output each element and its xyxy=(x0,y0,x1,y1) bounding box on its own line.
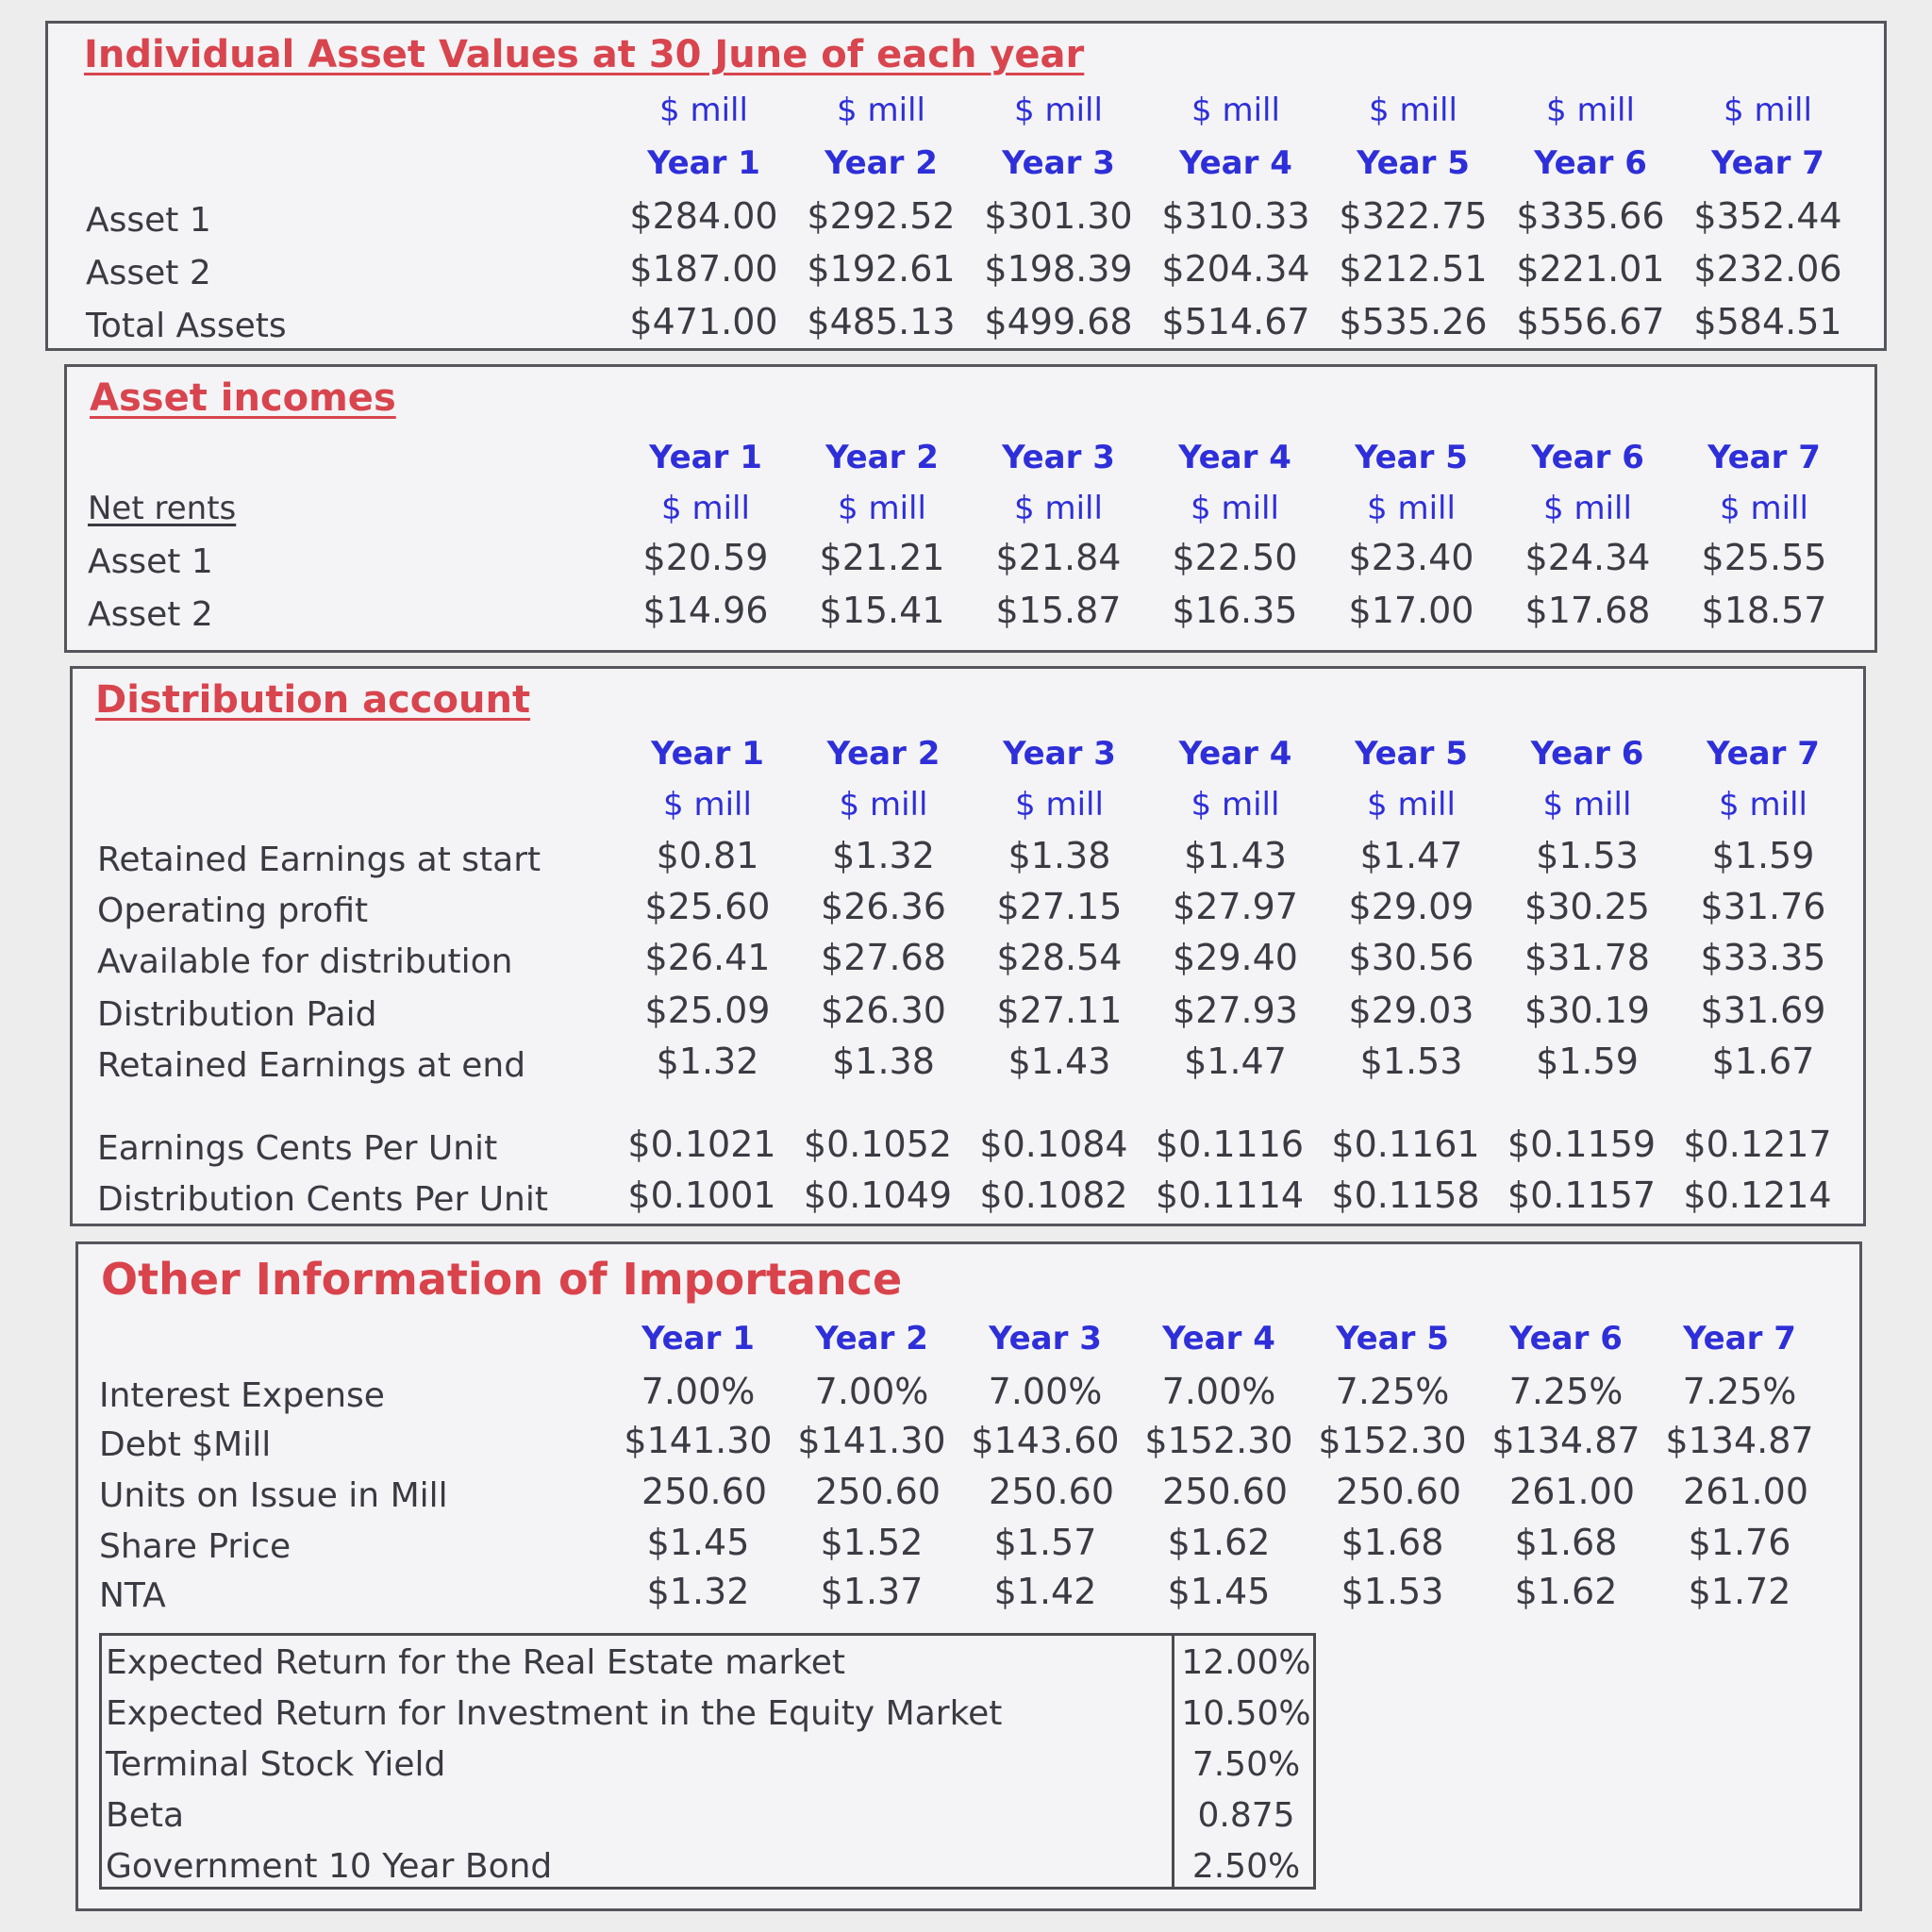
year-header: Year 2 xyxy=(815,1320,928,1357)
row-label: Retained Earnings at end xyxy=(97,1046,526,1085)
value-cell: $0.1084 xyxy=(979,1124,1128,1165)
value-cell: $1.32 xyxy=(832,835,935,876)
value-cell: 7.25% xyxy=(1508,1371,1624,1412)
market-value: 7.50% xyxy=(1191,1745,1301,1784)
value-cell: $1.68 xyxy=(1514,1522,1618,1563)
market-box-divider xyxy=(1172,1636,1174,1887)
market-label: Expected Return for the Real Estate market xyxy=(106,1643,845,1682)
value-cell: $0.1159 xyxy=(1507,1124,1657,1165)
value-cell: $134.87 xyxy=(1491,1420,1641,1461)
value-cell: 261.00 xyxy=(1683,1471,1808,1512)
value-cell: $1.43 xyxy=(1184,835,1287,876)
value-cell: $26.41 xyxy=(644,937,771,978)
value-cell: $1.47 xyxy=(1184,1041,1287,1082)
value-cell: $1.32 xyxy=(646,1571,750,1612)
value-cell: 250.60 xyxy=(641,1471,767,1512)
value-cell: 250.60 xyxy=(815,1471,941,1512)
value-cell: $0.1001 xyxy=(627,1174,776,1216)
market-label: Government 10 Year Bond xyxy=(106,1847,553,1886)
unit-header: $ mill xyxy=(1719,786,1807,824)
unit-header: $ mill xyxy=(661,490,750,527)
value-cell: 7.25% xyxy=(1335,1371,1450,1412)
asset-values-section xyxy=(45,21,1887,351)
value-cell: $17.00 xyxy=(1348,590,1474,631)
value-cell: $1.72 xyxy=(1688,1571,1791,1612)
unit-header: $ mill xyxy=(838,490,926,527)
market-label: Beta xyxy=(106,1796,185,1835)
value-cell: 250.60 xyxy=(989,1471,1114,1512)
year-header: Year 2 xyxy=(826,735,941,773)
row-label: Earnings Cents Per Unit xyxy=(97,1129,498,1168)
value-cell: $17.68 xyxy=(1524,590,1651,631)
value-cell: $28.54 xyxy=(996,937,1123,978)
value-cell: $30.19 xyxy=(1524,990,1650,1031)
market-value: 2.50% xyxy=(1191,1847,1301,1886)
value-cell: $0.1158 xyxy=(1331,1174,1480,1216)
value-cell: $22.50 xyxy=(1172,537,1298,578)
value-cell: $212.51 xyxy=(1339,248,1488,290)
value-cell: $1.59 xyxy=(1536,1041,1639,1082)
unit-header: $ mill xyxy=(1720,490,1808,527)
value-cell: $0.1114 xyxy=(1155,1174,1305,1216)
value-cell: $1.62 xyxy=(1514,1571,1618,1612)
value-cell: $1.68 xyxy=(1341,1522,1444,1563)
value-cell: $187.00 xyxy=(629,248,778,290)
value-cell: $30.56 xyxy=(1348,937,1474,978)
value-cell: $18.57 xyxy=(1701,590,1827,631)
unit-header: $ mill xyxy=(839,786,928,824)
unit-header: $ mill xyxy=(1724,92,1812,129)
value-cell: $284.00 xyxy=(629,195,778,237)
value-cell: 250.60 xyxy=(1336,1471,1461,1512)
unit-header: $ mill xyxy=(1543,490,1632,527)
value-cell: $27.11 xyxy=(996,990,1123,1031)
market-value: 0.875 xyxy=(1197,1796,1295,1835)
value-cell: $1.52 xyxy=(820,1522,924,1563)
market-label: Terminal Stock Yield xyxy=(106,1745,446,1784)
value-cell: $24.34 xyxy=(1524,537,1651,578)
value-cell: $292.52 xyxy=(807,195,956,237)
value-cell: $1.76 xyxy=(1688,1522,1791,1563)
value-cell: $204.34 xyxy=(1161,248,1310,290)
value-cell: $1.45 xyxy=(1167,1571,1271,1612)
value-cell: $29.03 xyxy=(1348,990,1474,1031)
value-cell: $1.57 xyxy=(993,1522,1097,1563)
row-label: Distribution Cents Per Unit xyxy=(97,1180,548,1219)
unit-header: $ mill xyxy=(659,92,748,129)
row-label: Retained Earnings at start xyxy=(97,841,541,879)
unit-header: $ mill xyxy=(1191,490,1279,527)
market-label: Expected Return for Investment in the Equity Market xyxy=(106,1694,1003,1733)
value-cell: $141.30 xyxy=(624,1420,773,1461)
year-header: Year 1 xyxy=(649,439,762,476)
year-header: Year 1 xyxy=(647,144,760,182)
value-cell: $1.59 xyxy=(1711,835,1815,876)
distribution-section xyxy=(70,666,1866,1226)
market-value: 12.00% xyxy=(1181,1643,1311,1682)
row-label: Operating profit xyxy=(97,891,369,930)
value-cell: $485.13 xyxy=(807,301,956,342)
value-cell: $20.59 xyxy=(642,537,769,578)
value-cell: $15.41 xyxy=(819,590,945,631)
value-cell: $25.09 xyxy=(644,990,771,1031)
value-cell: $25.60 xyxy=(644,886,771,927)
value-cell: $352.44 xyxy=(1693,195,1842,237)
distribution-title: Distribution account xyxy=(95,678,531,722)
value-cell: 7.25% xyxy=(1682,1371,1797,1412)
value-cell: $1.53 xyxy=(1536,835,1639,876)
value-cell: $143.60 xyxy=(971,1420,1120,1461)
value-cell: $514.67 xyxy=(1161,301,1310,342)
row-label: Debt $Mill xyxy=(99,1425,272,1464)
unit-header: $ mill xyxy=(1369,92,1457,129)
year-header: Year 7 xyxy=(1707,439,1821,476)
asset-incomes-section xyxy=(64,364,1877,653)
year-header: Year 3 xyxy=(1002,439,1115,476)
year-header: Year 1 xyxy=(641,1320,755,1357)
value-cell: $26.30 xyxy=(821,990,946,1031)
value-cell: $141.30 xyxy=(797,1420,946,1461)
value-cell: $16.35 xyxy=(1172,590,1298,631)
value-cell: $499.68 xyxy=(984,301,1133,342)
unit-header: $ mill xyxy=(1191,92,1280,129)
row-label: Asset 2 xyxy=(88,595,213,634)
value-cell: $335.66 xyxy=(1516,195,1665,237)
year-header: Year 3 xyxy=(1002,144,1115,182)
value-cell: $14.96 xyxy=(642,590,769,631)
value-cell: $535.26 xyxy=(1339,301,1488,342)
year-header: Year 7 xyxy=(1707,735,1820,773)
value-cell: $0.1021 xyxy=(627,1124,776,1165)
year-header: Year 6 xyxy=(1531,439,1644,476)
value-cell: $0.1157 xyxy=(1507,1174,1657,1216)
year-header: Year 3 xyxy=(1003,735,1116,773)
year-header: Year 4 xyxy=(1178,439,1291,476)
value-cell: $152.30 xyxy=(1318,1420,1467,1461)
year-header: Year 5 xyxy=(1357,144,1470,182)
value-cell: $1.37 xyxy=(820,1571,924,1612)
value-cell: $1.45 xyxy=(646,1522,750,1563)
year-header: Year 3 xyxy=(989,1320,1102,1357)
unit-header: $ mill xyxy=(1015,786,1104,824)
market-value: 10.50% xyxy=(1181,1694,1311,1733)
row-label: Share Price xyxy=(99,1527,291,1566)
year-header: Year 4 xyxy=(1162,1320,1275,1357)
value-cell: $31.78 xyxy=(1524,937,1650,978)
year-header: Year 4 xyxy=(1179,144,1292,182)
value-cell: 7.00% xyxy=(988,1371,1103,1412)
value-cell: $27.68 xyxy=(821,937,946,978)
value-cell: $0.1052 xyxy=(803,1124,953,1165)
unit-header: $ mill xyxy=(837,92,925,129)
value-cell: $192.61 xyxy=(807,248,956,290)
unit-header: $ mill xyxy=(1014,490,1103,527)
value-cell: $31.76 xyxy=(1700,886,1826,927)
year-header: Year 5 xyxy=(1336,1320,1449,1357)
value-cell: $1.38 xyxy=(832,1041,935,1082)
market-assumptions-box xyxy=(99,1633,1316,1890)
other-info-section xyxy=(75,1241,1862,1911)
value-cell: $1.32 xyxy=(656,1041,759,1082)
value-cell: $21.21 xyxy=(819,537,945,578)
row-label: Asset 2 xyxy=(86,254,211,292)
net-rents-label: Net rents xyxy=(88,490,237,527)
value-cell: $29.09 xyxy=(1348,886,1474,927)
value-cell: 7.00% xyxy=(641,1371,756,1412)
value-cell: $0.1214 xyxy=(1683,1174,1832,1216)
value-cell: $584.51 xyxy=(1693,301,1842,342)
value-cell: $25.55 xyxy=(1701,537,1827,578)
year-header: Year 6 xyxy=(1534,144,1647,182)
value-cell: $198.39 xyxy=(984,248,1133,290)
value-cell: $31.69 xyxy=(1700,990,1826,1031)
value-cell: $1.67 xyxy=(1711,1041,1815,1082)
value-cell: $0.81 xyxy=(656,835,759,876)
value-cell: $301.30 xyxy=(984,195,1133,237)
value-cell: $134.87 xyxy=(1665,1420,1814,1461)
value-cell: $471.00 xyxy=(629,301,778,342)
value-cell: $27.15 xyxy=(996,886,1123,927)
value-cell: $0.1217 xyxy=(1683,1124,1832,1165)
value-cell: $310.33 xyxy=(1161,195,1310,237)
asset-values-title: Individual Asset Values at 30 June of each year xyxy=(84,33,1085,76)
value-cell: $0.1116 xyxy=(1155,1124,1305,1165)
year-header: Year 1 xyxy=(651,735,764,773)
value-cell: $232.06 xyxy=(1693,248,1842,290)
value-cell: $152.30 xyxy=(1144,1420,1293,1461)
year-header: Year 2 xyxy=(824,144,938,182)
value-cell: $33.35 xyxy=(1700,937,1826,978)
value-cell: $556.67 xyxy=(1516,301,1665,342)
year-header: Year 6 xyxy=(1509,1320,1623,1357)
row-label: NTA xyxy=(99,1576,166,1615)
unit-header: $ mill xyxy=(663,786,752,824)
year-header: Year 4 xyxy=(1178,735,1292,773)
value-cell: $1.43 xyxy=(1008,1041,1111,1082)
unit-header: $ mill xyxy=(1367,786,1456,824)
value-cell: 7.00% xyxy=(814,1371,929,1412)
value-cell: $1.53 xyxy=(1359,1041,1463,1082)
unit-header: $ mill xyxy=(1014,92,1103,129)
row-label: Interest Expense xyxy=(99,1376,385,1415)
value-cell: $23.40 xyxy=(1348,537,1474,578)
value-cell: $0.1161 xyxy=(1331,1124,1480,1165)
value-cell: $1.53 xyxy=(1341,1571,1444,1612)
year-header: Year 7 xyxy=(1683,1320,1796,1357)
value-cell: $29.40 xyxy=(1173,937,1298,978)
unit-header: $ mill xyxy=(1546,92,1635,129)
value-cell: $1.62 xyxy=(1167,1522,1271,1563)
row-label: Total Assets xyxy=(86,307,287,345)
row-label: Asset 1 xyxy=(86,201,211,240)
asset-incomes-title: Asset incomes xyxy=(90,376,396,420)
unit-header: $ mill xyxy=(1367,490,1456,527)
row-label: Asset 1 xyxy=(88,542,213,581)
value-cell: $27.97 xyxy=(1173,886,1298,927)
value-cell: $1.47 xyxy=(1359,835,1463,876)
unit-header: $ mill xyxy=(1191,786,1280,824)
row-label: Available for distribution xyxy=(97,942,513,981)
value-cell: 261.00 xyxy=(1509,1471,1635,1512)
value-cell: $30.25 xyxy=(1524,886,1650,927)
value-cell: 250.60 xyxy=(1162,1471,1288,1512)
value-cell: $221.01 xyxy=(1516,248,1665,290)
value-cell: 7.00% xyxy=(1161,1371,1276,1412)
row-label: Units on Issue in Mill xyxy=(99,1476,448,1515)
value-cell: $27.93 xyxy=(1173,990,1298,1031)
row-label: Distribution Paid xyxy=(97,995,377,1034)
year-header: Year 2 xyxy=(825,439,939,476)
year-header: Year 6 xyxy=(1530,735,1644,773)
value-cell: $0.1082 xyxy=(979,1174,1128,1216)
year-header: Year 7 xyxy=(1711,144,1824,182)
unit-header: $ mill xyxy=(1542,786,1632,824)
value-cell: $1.42 xyxy=(993,1571,1097,1612)
value-cell: $0.1049 xyxy=(803,1174,953,1216)
value-cell: $26.36 xyxy=(821,886,946,927)
value-cell: $1.38 xyxy=(1008,835,1111,876)
value-cell: $322.75 xyxy=(1339,195,1488,237)
value-cell: $21.84 xyxy=(995,537,1122,578)
year-header: Year 5 xyxy=(1355,439,1468,476)
other-info-title: Other Information of Importance xyxy=(101,1254,903,1305)
value-cell: $15.87 xyxy=(995,590,1122,631)
year-header: Year 5 xyxy=(1355,735,1468,773)
